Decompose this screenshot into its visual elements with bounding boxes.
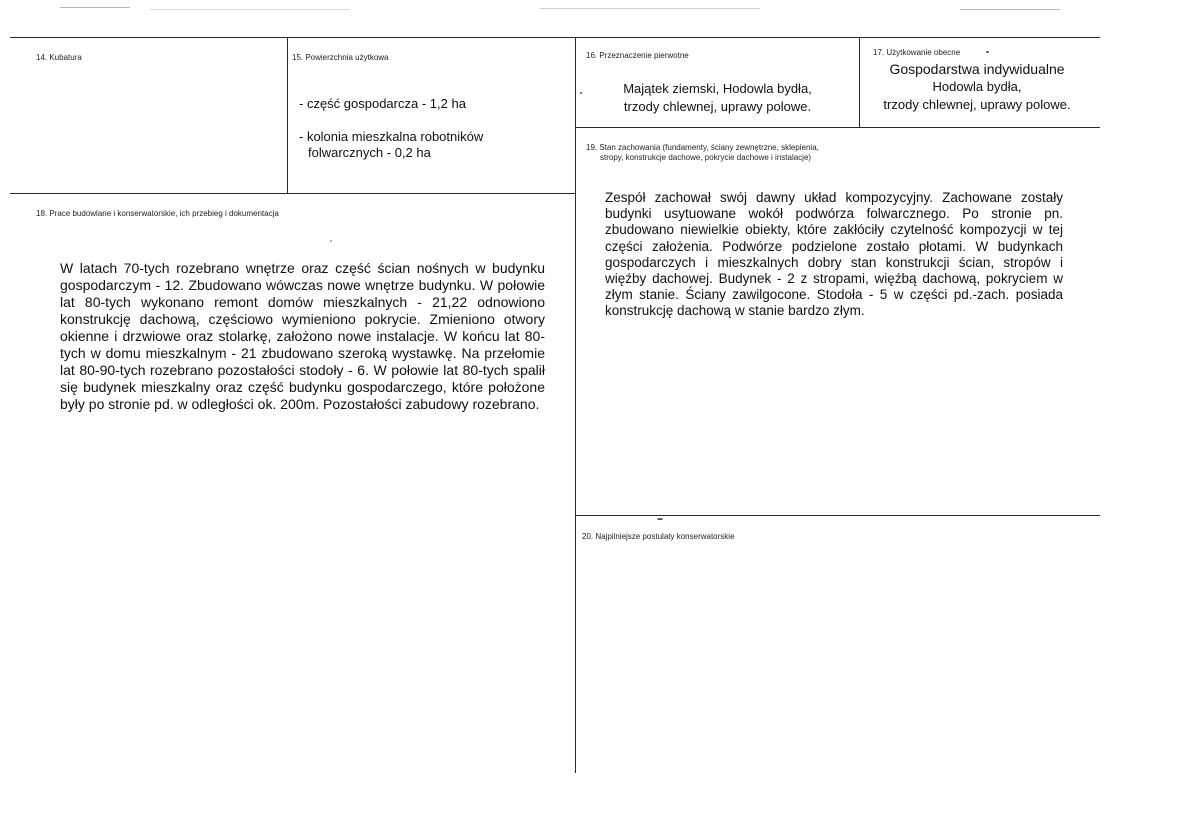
field-14-label: 14. Kubatura [36,53,82,62]
field-19-label: 19. Stan zachowania (fundamenty, ściany zewnętrzne, sklepienia, [586,143,819,152]
form-center-divider [575,37,576,773]
preservation-state-text: Zespół zachował swój dawny układ kompozycyjny. Zachowane zostały budynki usytuowane wokół podwórza folwarcznego. Po stronie pn. zbudowano niewielkie obiekty, które zakłóciły czytelność kompozycji w tej części założenia. Podwórze podzielone zostało płotami. W budynkach gospodarczych i mieszkalnych dobry stan konstrukcji ścian, stropów i więźby dachowej. Budynek - 2 z stropami, więźbą dachową, pokryciem w złym stanie. Ściany zawilgocone. Stodoła - 5 w części pd.-zach. posiada konstrukcję dachową w stanie bardzo złym. [605,190,1063,319]
scan-artifact [540,8,760,9]
field-19-label-continued: stropy, konstrukcje dachowe, pokrycie dachowe i instalacje) [600,153,812,162]
scan-artifact [150,9,350,10]
scan-speck [986,51,989,53]
current-use-line: Hodowla bydła, [932,79,1022,94]
scan-speck [580,92,582,94]
construction-works-text: W latach 70-tych rozebrano wnętrze oraz część ścian nośnych w budynku gospodarczym - 12. Zbudowano wówczas nowe wnętrze budynku. W połowie lat 80-tych wykonano remont domów mieszkalnych - 21,22 odnowiono konstrukcję dachową, częściowo wymieniono pokrycie. Zmieniono otwory okienne i drzwiowe oraz stolarkę, założono nowe instalacje. W końcu lat 80-tych w domu mieszkalnym - 21 zbudowano szeroką wystawkę. Na przełomie lat 80-90-tych rozebrano pozostałości stodoły - 6. W połowie lat 80-tych spalił się budynek mieszkalny oraz część budynku gospodarczego, które położone były po stronie pd. w odległości ok. 200m. Pozostałości zabudowy rozebrano. [60,260,545,412]
scan-artifact [960,9,1060,10]
usable-area-item: - część gospodarcza - 1,2 ha [299,96,466,111]
field-16-label: 16. Przeznaczenie pierwotne [586,51,689,60]
scan-speck [657,518,663,520]
field-17-label: 17. Użytkowanie obecne [873,48,961,57]
current-use-line: Gospodarstwa indywidualne [889,61,1065,77]
form-divider-right-top [575,127,1100,128]
field-20-label: 20. Najpilniejsze postulaty konserwatorskie [582,532,735,541]
form-top-border [10,37,1100,38]
scan-artifact [60,7,130,8]
field-18-label: 18. Prace budowlane i konserwatorskie, ich przebieg i dokumentacja [36,209,279,218]
original-purpose-line: trzody chlewnej, uprawy polowe. [623,99,812,114]
form-divider-left [10,193,575,194]
scan-speck [330,240,332,242]
form-divider-right-bottom [575,515,1100,516]
form-column-divider [287,37,288,193]
current-use-line: trzody chlewnej, uprawy polowe. [883,97,1071,112]
usable-area-item: - kolonia mieszkalna robotników folwarcznych - 0,2 ha [299,129,484,160]
form-column-divider [859,37,860,127]
original-purpose-line: Majątek ziemski, Hodowla bydła, [623,81,812,96]
field-15-label: 15. Powierzchnia użytkowa [292,53,389,62]
